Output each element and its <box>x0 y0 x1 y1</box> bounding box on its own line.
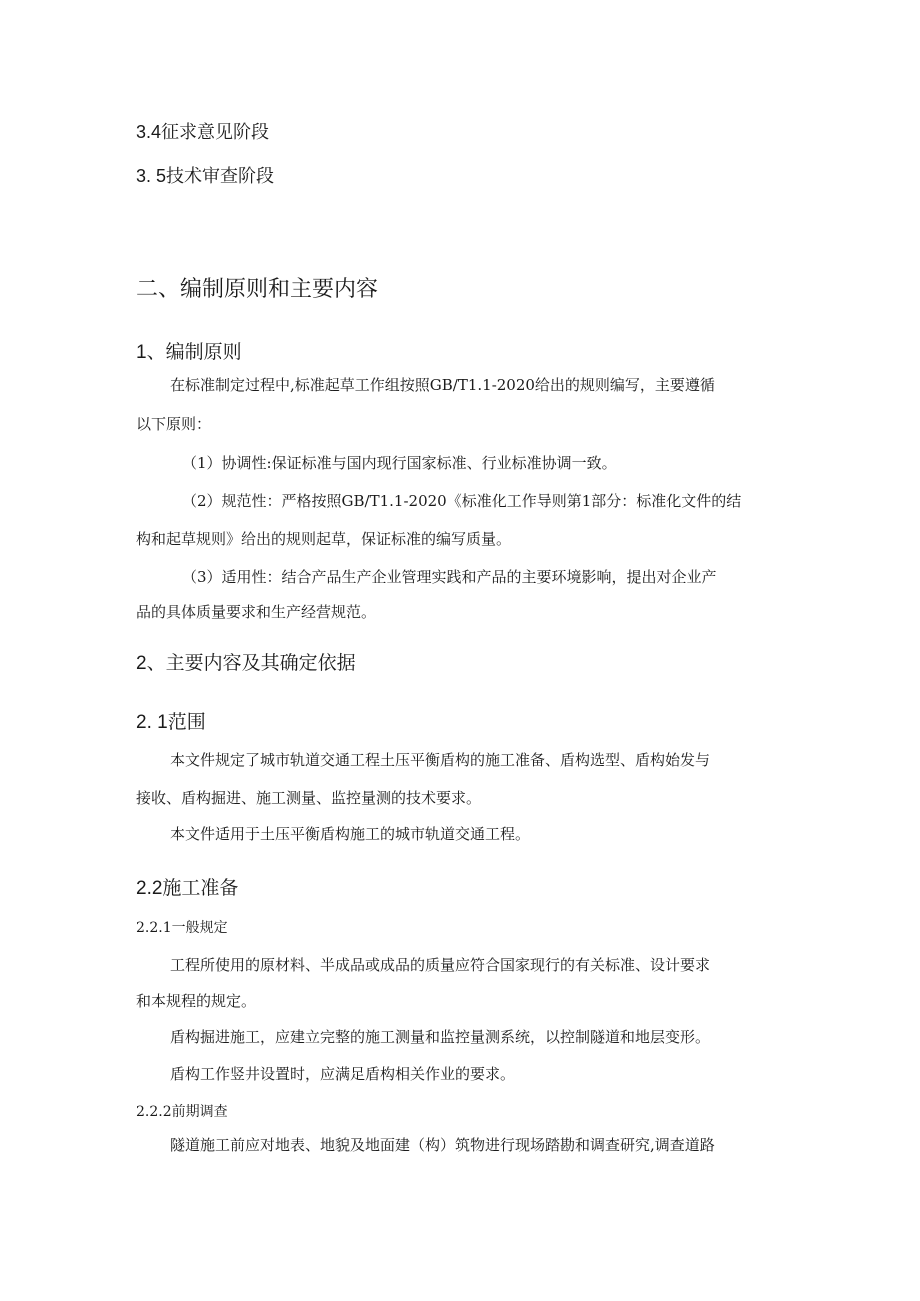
paragraph-line: 以下原则： <box>136 415 212 433</box>
chapter-heading: 二、编制原则和主要内容 <box>136 276 379 301</box>
list-item-line: 构和起草规则》给出的规则起草，保证标准的编写质量。 <box>136 530 512 548</box>
subsection-heading-2-2-2: 2.2.2前期调查 <box>136 1104 228 1120</box>
paragraph-line: 接收、盾构掘进、施工测量、监控量测的技术要求。 <box>136 789 482 807</box>
section-heading-3-4: 3.4征求意见阶段 <box>136 122 270 142</box>
list-item-line: （2）规范性：严格按照GB/T1.1-2020《标准化工作导则第1部分：标准化文件的结 <box>182 492 742 510</box>
section-heading-1: 1、编制原则 <box>136 342 242 363</box>
paragraph-line: 盾构掘进施工，应建立完整的施工测量和监控量测系统，以控制隧道和地层变形。 <box>170 1028 711 1046</box>
subsection-heading-2-2-1: 2.2.1一般规定 <box>136 920 228 936</box>
section-heading-2-2: 2.2施工准备 <box>136 878 239 899</box>
section-heading-2: 2、主要内容及其确定依据 <box>136 653 356 674</box>
paragraph-line: 本文件适用于土压平衡盾构施工的城市轨道交通工程。 <box>170 825 531 843</box>
list-item-line: （3）适用性：结合产品生产企业管理实践和产品的主要环境影响，提出对企业产 <box>182 568 717 586</box>
paragraph-line: 本文件规定了城市轨道交通工程土压平衡盾构的施工准备、盾构选型、盾构始发与 <box>170 751 711 769</box>
section-heading-2-1: 2. 1范围 <box>136 712 206 733</box>
section-heading-3-5: 3. 5技术审查阶段 <box>136 166 275 186</box>
paragraph-line: 工程所使用的原材料、半成品或成品的质量应符合国家现行的有关标准、设计要求 <box>170 956 711 974</box>
paragraph-line: 隧道施工前应对地表、地貌及地面建（构）筑物进行现场踏勘和调查研究,调查道路 <box>170 1136 715 1154</box>
paragraph-line: 盾构工作竖井设置时，应满足盾构相关作业的要求。 <box>170 1065 516 1083</box>
list-item-line: （1）协调性:保证标准与国内现行国家标准、行业标准协调一致。 <box>182 454 617 472</box>
paragraph-line: 和本规程的规定。 <box>136 992 257 1010</box>
paragraph-line: 在标准制定过程中,标准起草工作组按照GB/T1.1-2020给出的规则编写，主要遵循 <box>170 376 715 394</box>
list-item-line: 品的具体质量要求和生产经营规范。 <box>136 603 377 621</box>
